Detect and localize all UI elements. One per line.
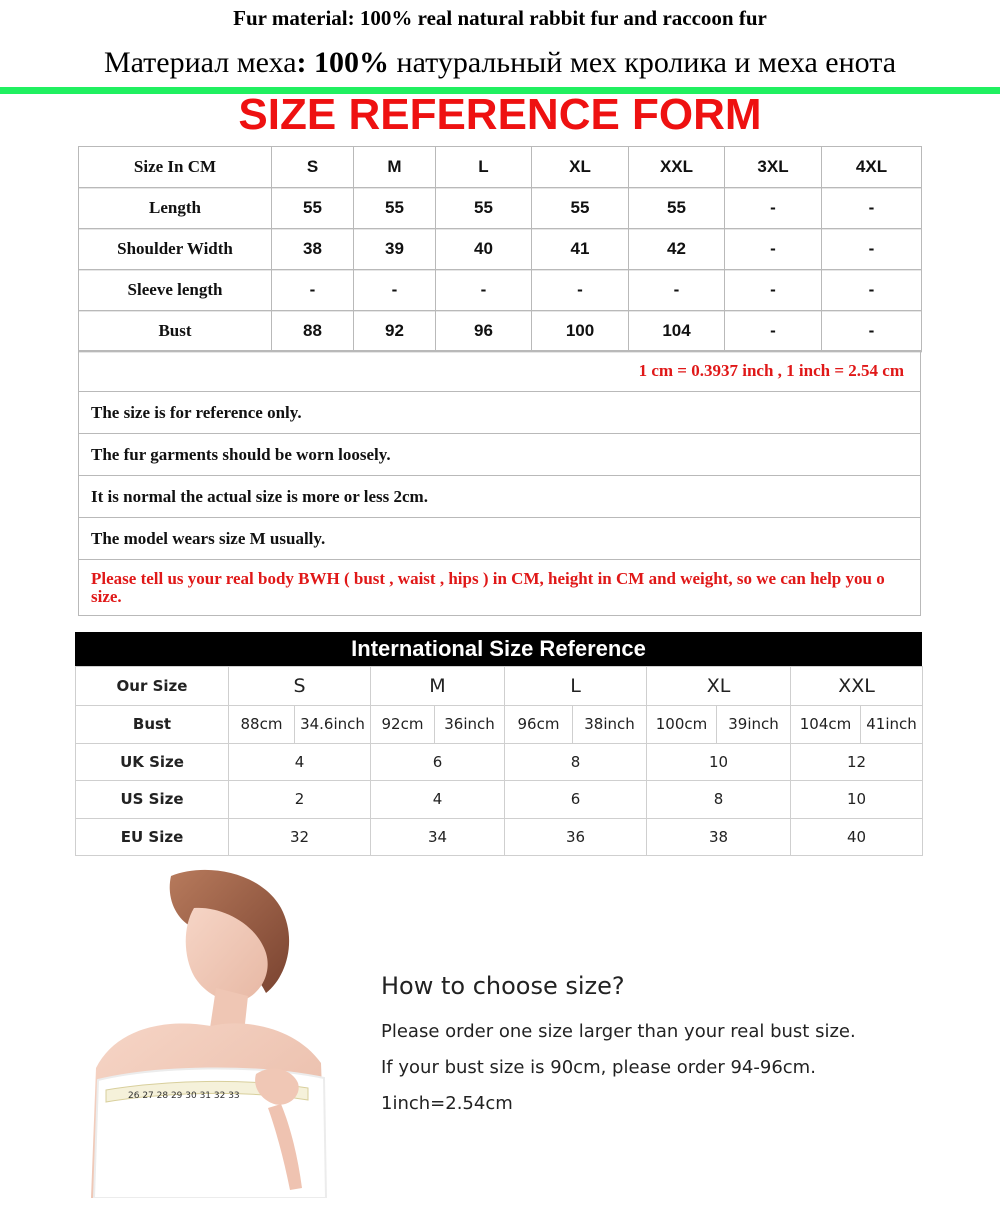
how-to-choose-title: How to choose size?	[381, 972, 625, 1000]
table-cell: -	[436, 270, 532, 311]
table-cell: 38	[272, 229, 354, 270]
bust-inch: 39inch	[717, 706, 791, 744]
table-cell: 88	[272, 311, 354, 352]
table-row	[76, 781, 923, 819]
table-cell: 10	[647, 743, 791, 781]
note-line: The fur garments should be worn loosely.	[79, 434, 921, 476]
bust-cm: 104cm	[791, 706, 861, 744]
table-cell: 41	[532, 229, 629, 270]
material-russian-prefix: Материал меха	[103, 46, 297, 79]
table-cell: 34	[371, 818, 505, 856]
material-english: Fur material: 100% real natural rabbit fur and raccoon fur	[233, 6, 767, 30]
bust-cm: 92cm	[371, 706, 435, 744]
table-cell: 32	[229, 818, 371, 856]
table-cell: 40	[436, 229, 532, 270]
size-header-cell: XXL	[629, 147, 725, 188]
material-russian	[0, 46, 1000, 80]
howto-line: If your bust size is 90cm, please order 94-96cm.	[381, 1057, 816, 1078]
intl-size-cell: S	[229, 667, 371, 706]
size-header-cell: 3XL	[725, 147, 822, 188]
table-cell: 39	[354, 229, 436, 270]
row-label: US Size	[76, 781, 229, 819]
table-cell: 55	[272, 188, 354, 229]
howto-line: 1inch=2.54cm	[381, 1093, 513, 1114]
table-cell: -	[272, 270, 354, 311]
row-label: Sleeve length	[79, 270, 272, 311]
table-cell: 42	[629, 229, 725, 270]
table-cell: 4	[371, 781, 505, 819]
bust-cm: 100cm	[647, 706, 717, 744]
table-cell: 10	[791, 781, 923, 819]
size-header-cell: XL	[532, 147, 629, 188]
table-cell: -	[725, 188, 822, 229]
table-cell: 55	[532, 188, 629, 229]
intl-size-cell: M	[371, 667, 505, 706]
table-cell: 55	[354, 188, 436, 229]
table-cell: 40	[791, 818, 923, 856]
table-cell: -	[822, 270, 922, 311]
note-line: The model wears size M usually.	[79, 518, 921, 560]
table-row	[79, 188, 922, 229]
intl-bust-row	[76, 706, 923, 744]
table-cell: 96	[436, 311, 532, 352]
table-cell: -	[822, 229, 922, 270]
note-line: The size is for reference only.	[79, 392, 921, 434]
row-label: UK Size	[76, 743, 229, 781]
intl-size-table	[75, 666, 923, 856]
table-row	[79, 270, 922, 311]
table-row	[76, 743, 923, 781]
table-cell: 8	[505, 743, 647, 781]
table-cell: 8	[647, 781, 791, 819]
our-size-label: Our Size	[76, 667, 229, 706]
table-cell: 38	[647, 818, 791, 856]
table-cell: 104	[629, 311, 725, 352]
table-cell: -	[532, 270, 629, 311]
row-label: Bust	[79, 311, 272, 352]
row-label: Shoulder Width	[79, 229, 272, 270]
table-row	[79, 311, 922, 352]
size-header-row	[79, 147, 922, 188]
row-label: Length	[79, 188, 272, 229]
size-header-label: Size In CM	[79, 147, 272, 188]
size-header-cell: L	[436, 147, 532, 188]
table-cell: -	[725, 311, 822, 352]
intl-size-row	[76, 667, 923, 706]
table-cell: -	[822, 311, 922, 352]
table-cell: 6	[505, 781, 647, 819]
table-row	[79, 229, 922, 270]
table-cell: -	[629, 270, 725, 311]
bust-label: Bust	[76, 706, 229, 744]
table-cell: 55	[629, 188, 725, 229]
table-cell: -	[822, 188, 922, 229]
material-russian-bold: : 100%	[296, 46, 390, 79]
bust-inch: 38inch	[573, 706, 647, 744]
model-measuring-photo	[76, 868, 340, 1198]
table-cell: 36	[505, 818, 647, 856]
table-cell: 12	[791, 743, 923, 781]
intl-size-cell: XL	[647, 667, 791, 706]
notes-table	[78, 350, 921, 616]
conversion-note: 1 cm = 0.3937 inch , 1 inch = 2.54 cm	[79, 351, 921, 392]
note-line: It is normal the actual size is more or less 2cm.	[79, 476, 921, 518]
how-to-choose-section	[381, 972, 971, 1122]
bust-inch: 41inch	[861, 706, 923, 744]
row-label: EU Size	[76, 818, 229, 856]
table-cell: -	[725, 229, 822, 270]
page-title: SIZE REFERENCE FORM	[238, 90, 762, 139]
table-row	[76, 818, 923, 856]
table-cell: 92	[354, 311, 436, 352]
intl-size-cell: L	[505, 667, 647, 706]
bust-cm: 96cm	[505, 706, 573, 744]
size-header-cell: M	[354, 147, 436, 188]
table-cell: 55	[436, 188, 532, 229]
table-cell: 2	[229, 781, 371, 819]
intl-size-title: International Size Reference	[75, 632, 922, 666]
bust-inch: 34.6inch	[295, 706, 371, 744]
size-header-cell: S	[272, 147, 354, 188]
howto-line: Please order one size larger than your real bust size.	[381, 1021, 856, 1042]
intl-size-cell: XXL	[791, 667, 923, 706]
size-reference-table	[78, 146, 922, 352]
table-cell: 4	[229, 743, 371, 781]
table-cell: -	[725, 270, 822, 311]
table-cell: 100	[532, 311, 629, 352]
material-russian-rest: натуральный мех кролика и меха енота	[389, 46, 897, 79]
table-cell: 6	[371, 743, 505, 781]
bust-cm: 88cm	[229, 706, 295, 744]
model-illustration	[76, 868, 340, 1198]
size-header-cell: 4XL	[822, 147, 922, 188]
table-cell: -	[354, 270, 436, 311]
tape-numbers: 26 27 28 29 30 31 32 33	[128, 1091, 240, 1101]
measurement-request: Please tell us your real body BWH ( bust , waist , hips ) in CM, height in CM and weight, so we can help you o size.	[79, 560, 921, 616]
bust-inch: 36inch	[435, 706, 505, 744]
